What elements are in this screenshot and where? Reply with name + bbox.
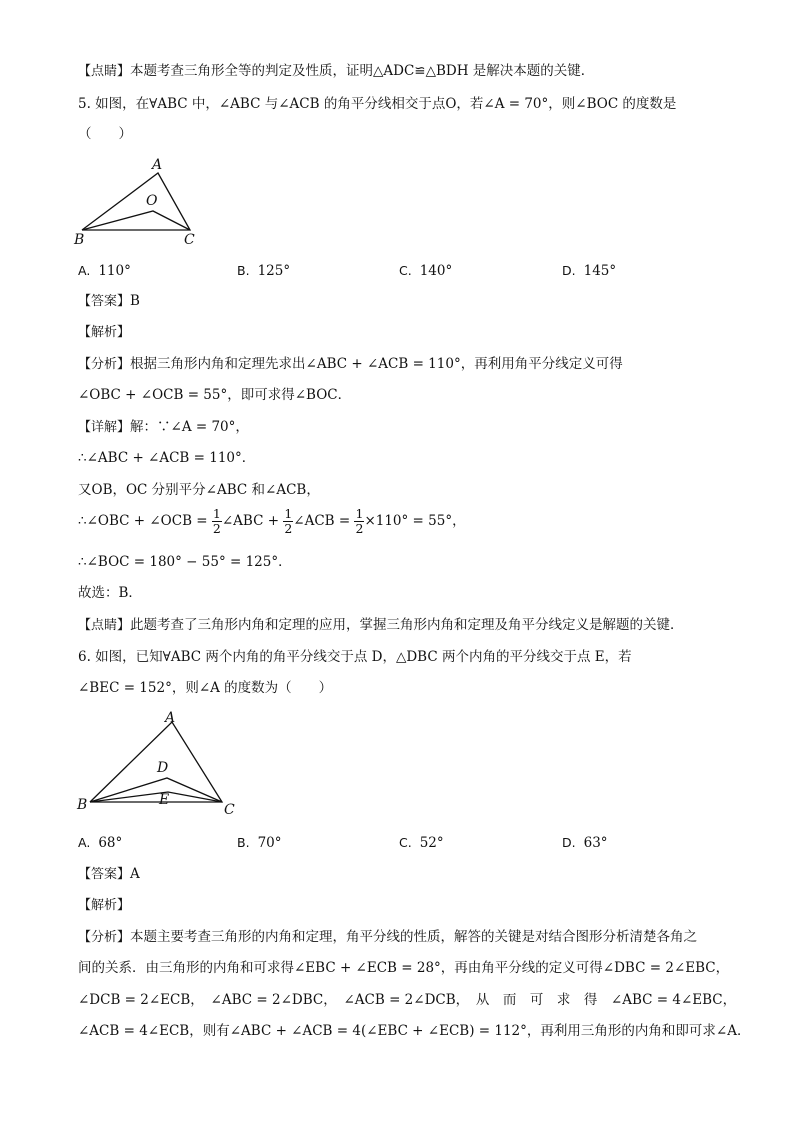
q6-label-b: B: [77, 797, 88, 813]
q5-fenxi-line1: 【分析】根据三角形内角和定理先求出∠ABC + ∠ACB = 110°，再利用角平分线定义可得: [78, 356, 623, 372]
q5-label-o: O: [146, 193, 158, 209]
q5-triangle-figure: [70, 155, 210, 250]
q5-detail-line3: 又OB，OC 分别平分∠ABC 和∠ACB，: [78, 482, 320, 498]
q5-label-c: C: [184, 232, 195, 248]
q5-option-a[interactable]: A. 110°: [78, 263, 131, 279]
q6-label-d: D: [157, 760, 169, 776]
q6-fenxi-line3: ∠DCB = 2∠ECB， ∠ABC = 2∠DBC， ∠ACB = 2∠DCB， 从 而 可 求 得 ∠ABC = 4∠EBC，: [78, 992, 737, 1008]
q5-analysis-tag: 【解析】: [78, 325, 131, 340]
fraction-half: $\frac{1}{2}$: [355, 506, 364, 536]
q5-dianjing: 【点睛】此题考查了三角形内角和定理的应用，掌握三角形内角和定理及角平分线定义是解题的关键．: [78, 617, 684, 633]
q6-option-b[interactable]: B. 70°: [237, 835, 282, 851]
q6-answer: 【答案】A: [78, 866, 140, 882]
q6-fenxi-line2: 间的关系．由三角形的内角和可求得∠EBC + ∠ECB = 28°，再由角平分线的定义可得∠DBC = 2∠EBC，: [78, 960, 730, 976]
q6-stem-line2: ∠BEC = 152°，则∠A 的度数为（ ）: [78, 680, 333, 696]
q6-fenxi-line4: ∠ACB = 4∠ECB，则有∠ABC + ∠ACB = 4(∠EBC + ∠ECB) = 112°，再利用三角形的内角和即可求∠A．: [78, 1023, 751, 1039]
q5-detail-line4: ∴∠OBC + ∠OCB = $\frac{1}{2}$ ∠ABC + $\frac{1}{2}$ ∠ACB = $\frac{1}{2}$ ×110° = 55°，: [78, 506, 466, 536]
q5-detail-line5: ∴∠BOC = 180° − 55° = 125°．: [78, 554, 292, 570]
q5-option-c[interactable]: C. 140°: [399, 263, 453, 279]
q5-detail-line1: 【详解】解：∵∠A = 70°，: [78, 419, 249, 435]
fraction-half: $\frac{1}{2}$: [212, 506, 221, 536]
q5-fenxi-line2: ∠OBC + ∠OCB = 55°，即可求得∠BOC．: [78, 387, 352, 403]
top-dianjing-note: [78, 62, 594, 81]
q6-triangle-outline: [90, 722, 222, 802]
q5-label-b: B: [74, 232, 85, 248]
q5-bisector-lines: [82, 211, 190, 230]
q6-label-c: C: [224, 802, 235, 818]
q6-analysis-tag: 【解析】: [78, 898, 131, 913]
q6-option-a[interactable]: A. 68°: [78, 835, 123, 851]
q6-option-d[interactable]: D. 63°: [562, 835, 608, 851]
fraction-half: $\frac{1}{2}$: [284, 506, 293, 536]
q5-option-b[interactable]: B. 125°: [237, 263, 291, 279]
q6-fenxi-line1: 【分析】本题主要考查三角形的内角和定理，角平分线的性质，解答的关键是对结合图形分析清楚各角之: [78, 929, 698, 945]
q5-label-a: A: [152, 157, 163, 173]
q6-stem-line1: 6. 如图，已知∀ABC 两个内角的角平分线交于点 D，△DBC 两个内角的平分线交于点 E，若: [78, 649, 632, 665]
q6-triangle-figure: [72, 708, 252, 820]
q6-answer-value: A: [130, 866, 140, 882]
q5-option-d[interactable]: D. 145°: [562, 263, 617, 279]
q6-label-e: E: [159, 792, 170, 808]
dianjing-tag: 【点睛】: [78, 64, 131, 79]
q5-choose: 故选：B．: [78, 585, 142, 601]
q5-detail-line2: ∴∠ABC + ∠ACB = 110°．: [78, 450, 256, 466]
q6-label-a: A: [165, 710, 176, 726]
q6-option-c[interactable]: C. 52°: [399, 835, 444, 851]
q5-answer-value: B: [130, 293, 140, 309]
q5-answer: 【答案】B: [78, 293, 140, 309]
q5-stem-line1: 5. 如图，在∀ABC 中，∠ABC 与∠ACB 的角平分线相交于点O，若∠A = 70°，则∠BOC 的度数是: [78, 96, 677, 112]
dianjing-text: 本题考查三角形全等的判定及性质，证明△ADC≌△BDH 是解决本题的关键．: [130, 63, 595, 79]
q5-stem-line2: （ ）: [78, 126, 132, 142]
